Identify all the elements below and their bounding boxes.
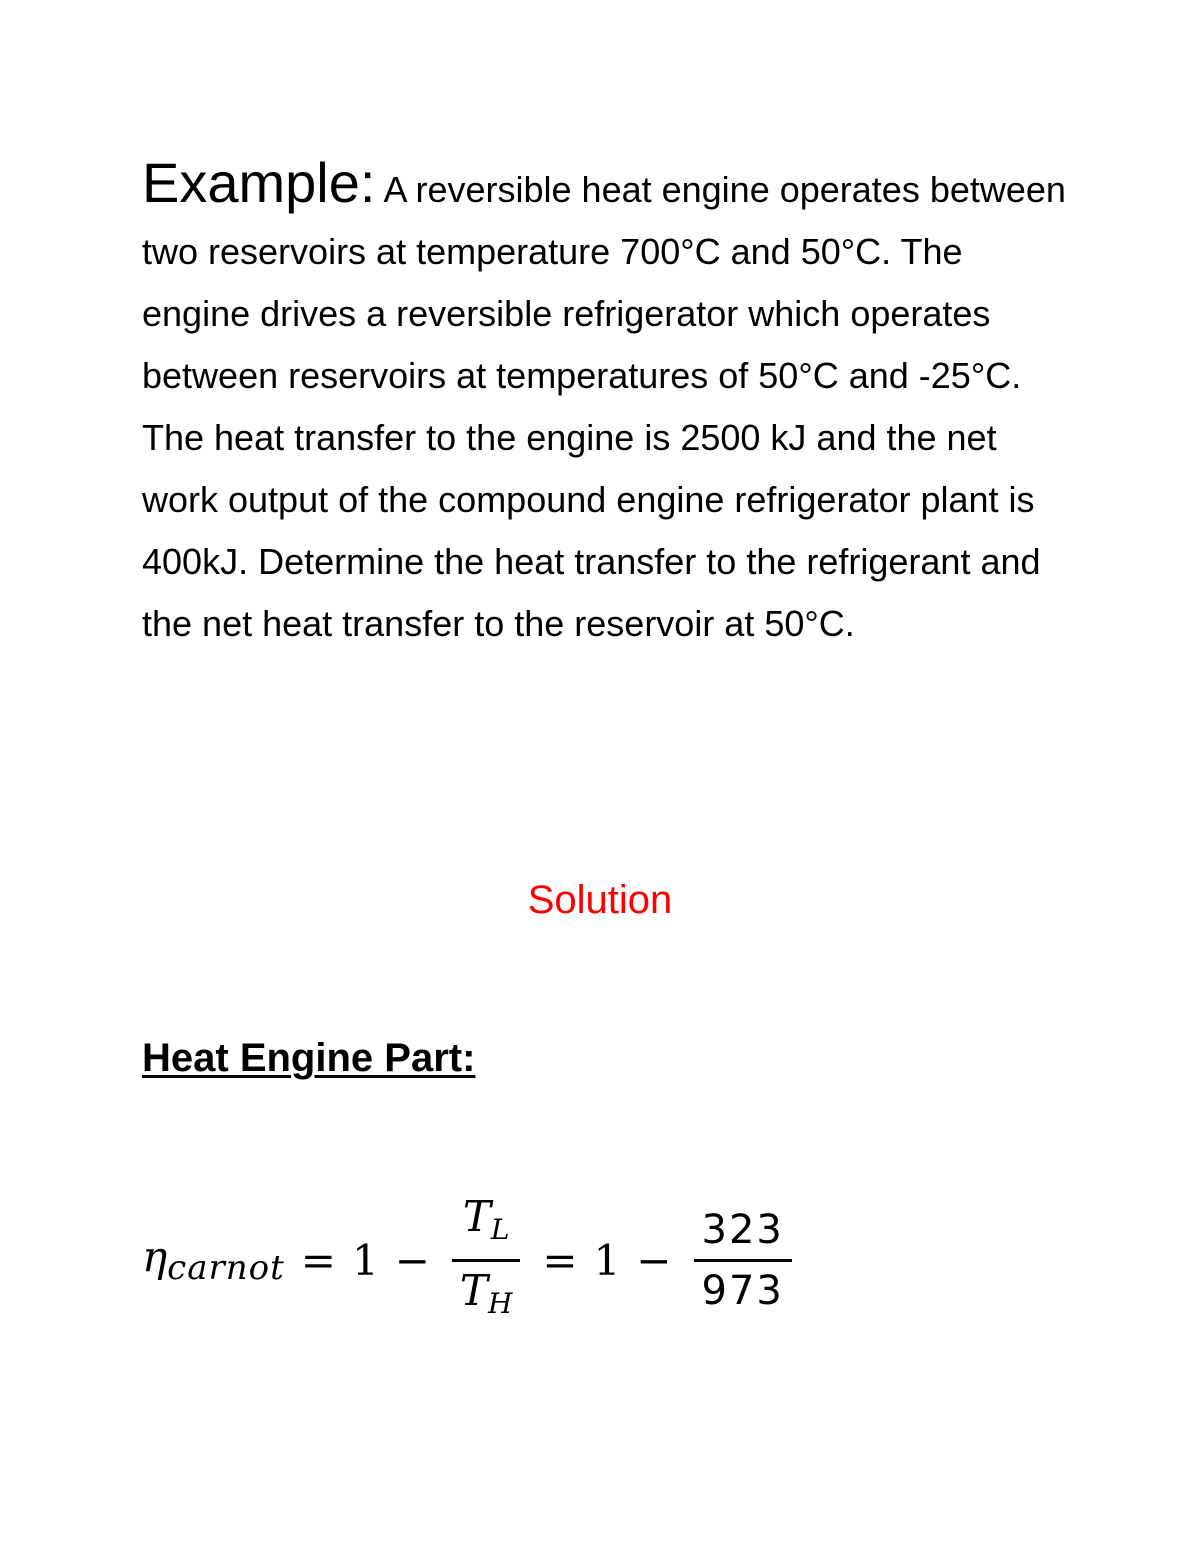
th-subscript: H: [487, 1286, 513, 1320]
one-term: 1: [351, 1235, 379, 1285]
temperature-ratio-fraction: [452, 1188, 520, 1333]
fraction-numerator: [455, 1188, 518, 1259]
carnot-efficiency-equation: [142, 1190, 902, 1330]
minus-sign-2: −: [636, 1235, 672, 1285]
eta-letter: η: [142, 1232, 168, 1281]
problem-text: A reversible heat engine operates between two reservoirs at temperature 700°C and 50°C. The engine drives a reversible refrigerator which operates between reservoirs at temperatures of 50°C and -25°C. The heat transfer to the engine is 2500 kJ and the net work output of the compound engine refrigerator plant is 400kJ. Determine the heat transfer to the refrigerant and the net heat transfer to the reservoir at 50°C.: [142, 169, 1066, 644]
numeric-numerator: 323: [701, 1206, 784, 1253]
tl-subscript: L: [490, 1212, 510, 1246]
numeric-denominator: 973: [701, 1267, 784, 1314]
heat-engine-part-heading: Heat Engine Part:: [142, 1036, 476, 1080]
fraction-denominator: [452, 1262, 520, 1333]
problem-statement: [142, 152, 1072, 655]
numeric-ratio-fraction: [694, 1201, 792, 1320]
solution-heading: Solution: [527, 878, 673, 922]
one-term-2: 1: [593, 1235, 621, 1285]
equals-sign-2: =: [542, 1235, 578, 1285]
minus-sign: −: [394, 1235, 430, 1285]
equals-sign: =: [300, 1235, 336, 1285]
example-label: Example:: [142, 151, 376, 214]
tl-var: T: [462, 1191, 491, 1241]
eta-symbol: [142, 1232, 285, 1288]
th-var: T: [459, 1265, 488, 1315]
eta-subscript: carnot: [167, 1248, 285, 1288]
